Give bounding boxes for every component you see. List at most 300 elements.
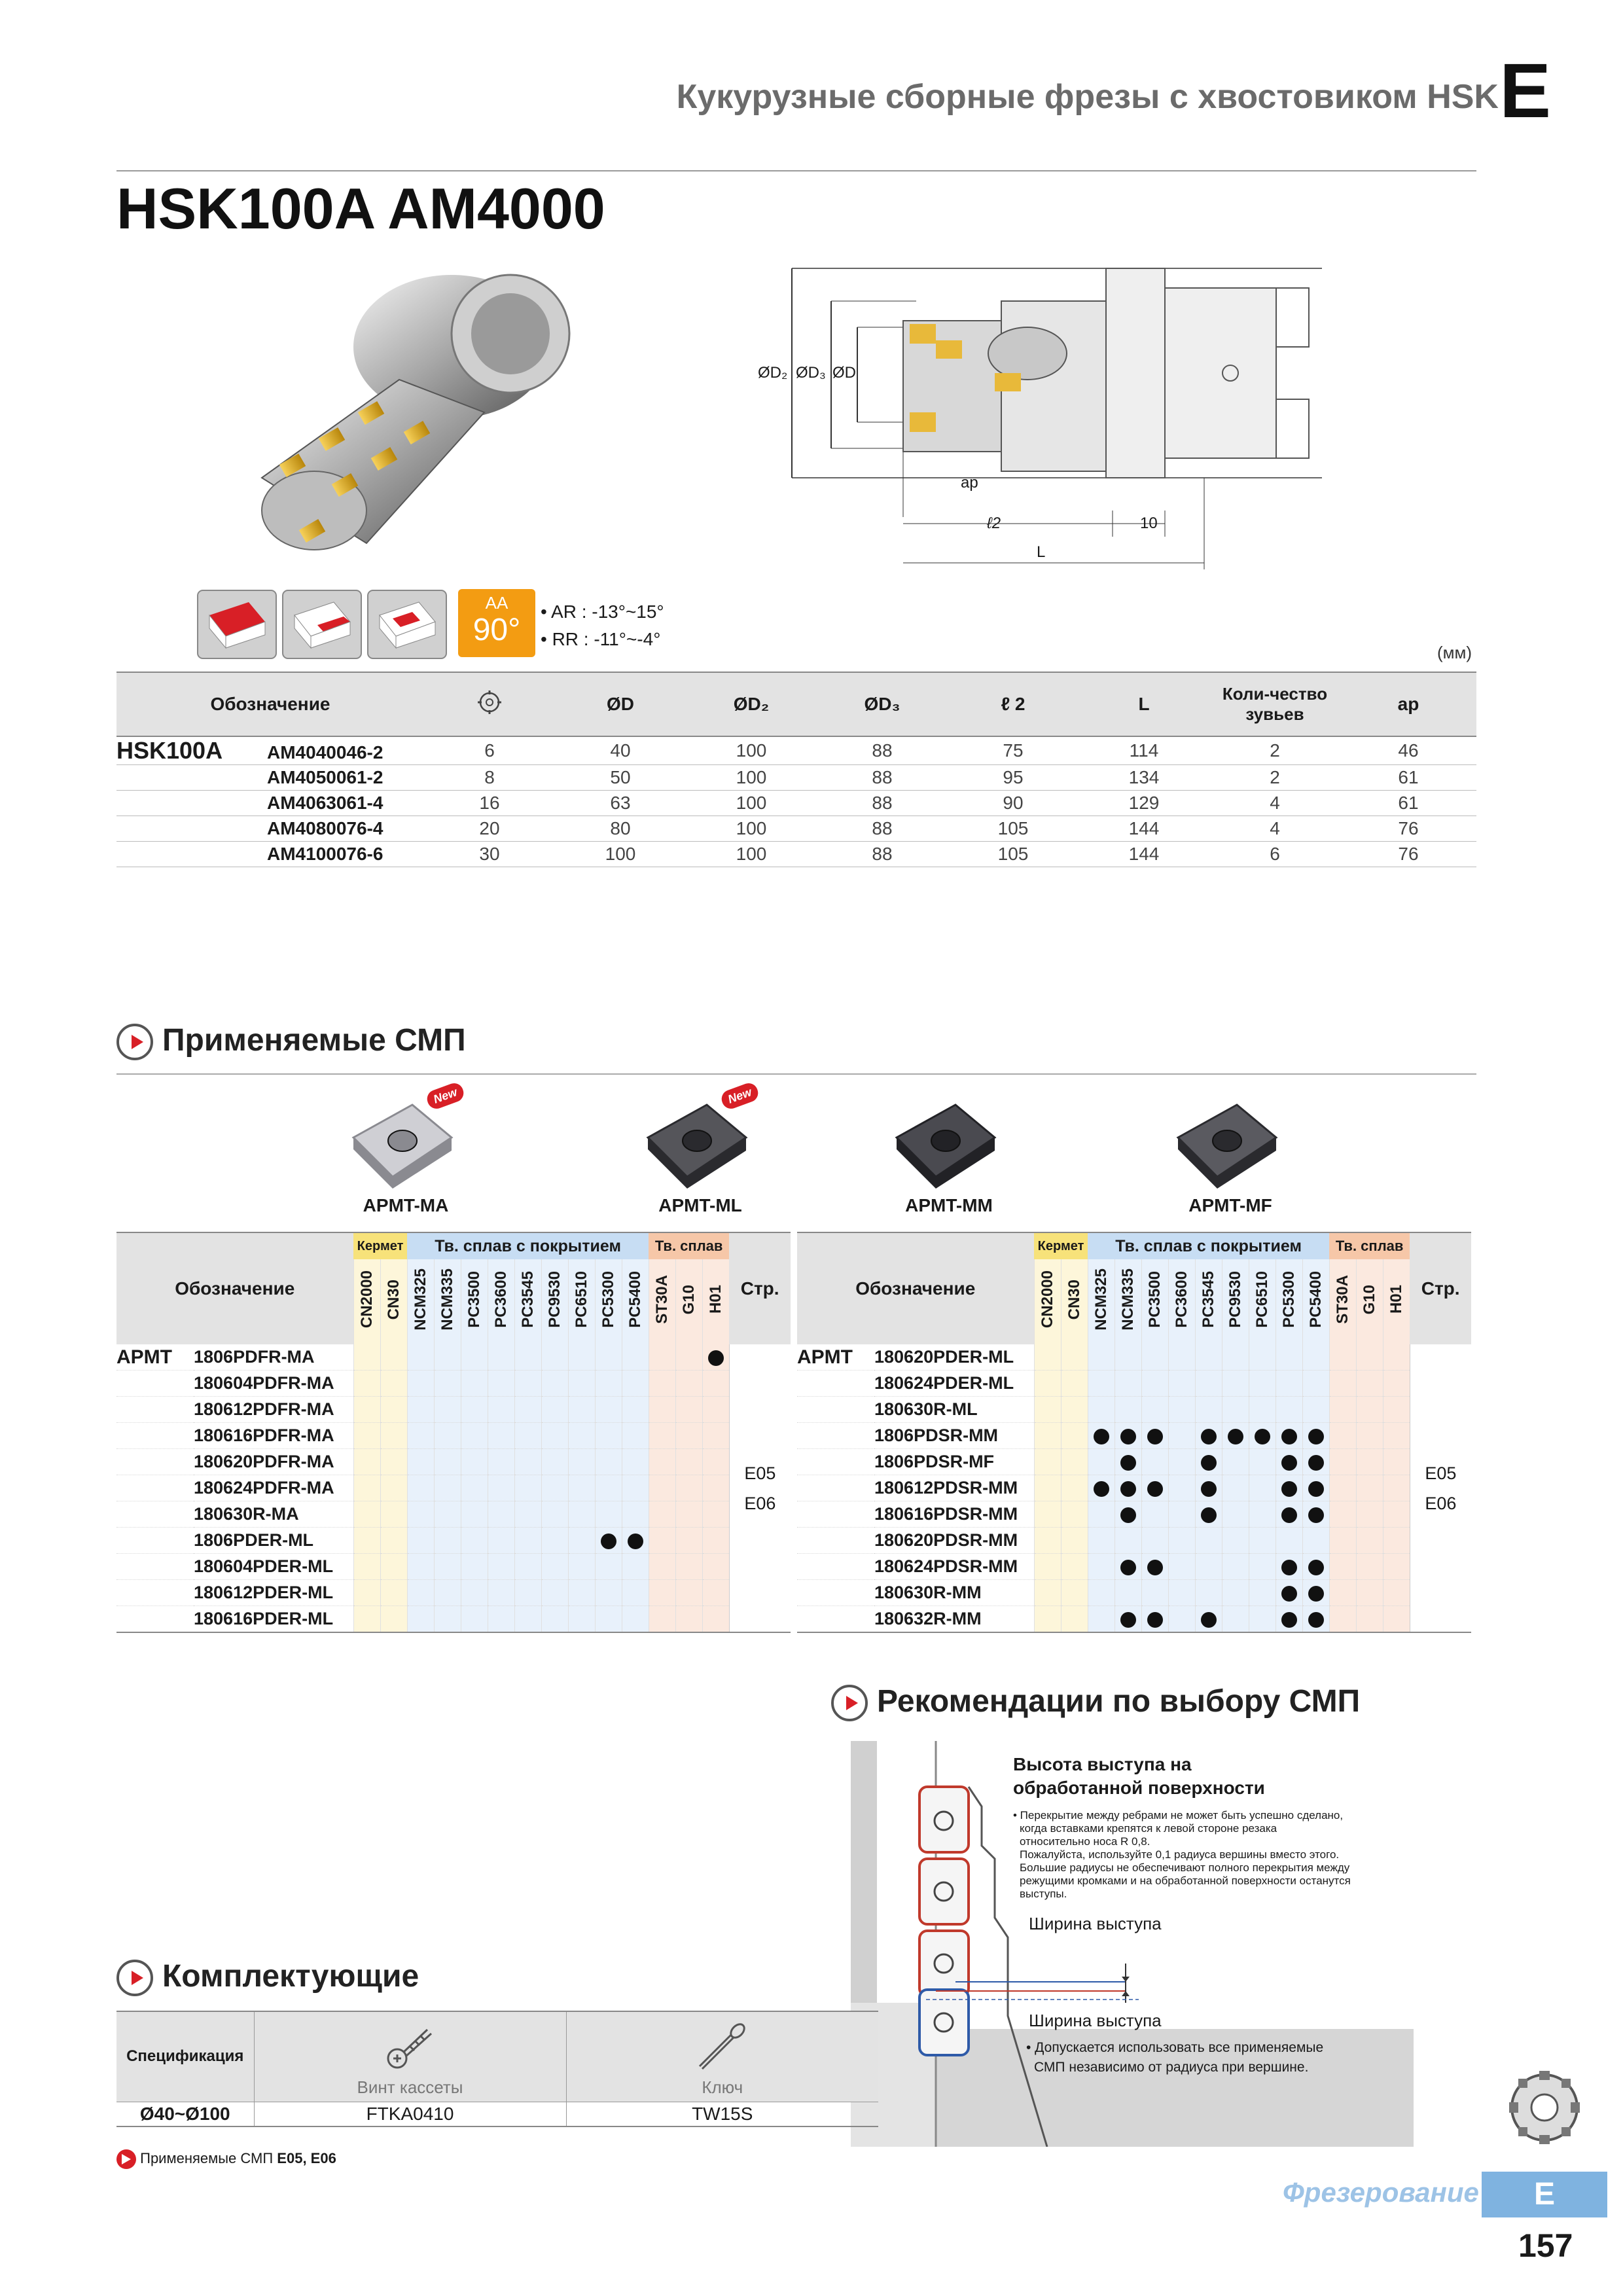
page-number: 157 [1518, 2227, 1573, 2264]
grade-cell [1195, 1501, 1222, 1528]
spec-cell-z: 4 [1209, 816, 1340, 842]
grade-cell [514, 1449, 541, 1475]
grade-cell [488, 1528, 514, 1554]
grade-col-pc3600 [1168, 1259, 1195, 1344]
grade-cell [595, 1606, 622, 1633]
grade-cell [568, 1528, 595, 1554]
inserts-table-left [116, 1232, 791, 1633]
grade-cell [1195, 1344, 1222, 1371]
grade-cell [1222, 1344, 1249, 1371]
grade-cell [1115, 1501, 1141, 1528]
grade-cell [1383, 1606, 1410, 1633]
grade-name: PC6510 [572, 1271, 590, 1328]
grade-cell [622, 1475, 649, 1501]
availability-dot [1120, 1507, 1136, 1523]
grade-cell [1356, 1554, 1383, 1580]
grade-cell [1061, 1580, 1088, 1606]
spec-cell-z: 2 [1209, 736, 1340, 765]
grade-cell [353, 1423, 380, 1449]
label-d3: ØD₃ [796, 364, 826, 382]
grade-cell [1356, 1528, 1383, 1554]
spec-cell-L: 144 [1079, 842, 1209, 867]
grade-name: PC5400 [626, 1271, 644, 1328]
grade-cell [1329, 1475, 1356, 1501]
grade-family-cell [797, 1501, 874, 1528]
grade-cell [1383, 1528, 1410, 1554]
grade-family-cell [797, 1554, 874, 1580]
grade-cell [1249, 1580, 1275, 1606]
spec-row [116, 765, 1476, 791]
grade-cell [353, 1554, 380, 1580]
grade-cell [488, 1371, 514, 1397]
grade-cell [488, 1475, 514, 1501]
spec-cell-ap: 61 [1340, 765, 1476, 791]
grade-col-pc5400 [622, 1259, 649, 1344]
grade-col-pc5300 [1275, 1259, 1302, 1344]
grade-cell [1115, 1475, 1141, 1501]
grade-cell [461, 1528, 488, 1554]
grade-code: 1806PDSR-MM [874, 1423, 1034, 1449]
spec-cell-d2: 100 [686, 765, 817, 791]
grade-cell [1061, 1528, 1088, 1554]
grade-code: 180632R-MM [874, 1606, 1034, 1633]
grade-cell [353, 1475, 380, 1501]
grade-cell [1088, 1475, 1115, 1501]
grade-cell [407, 1475, 434, 1501]
recommend-note-1-line-5: Большие радиусы не обеспечивают полного перекрытия между [1020, 1861, 1350, 1874]
grade-family: APMT [116, 1346, 172, 1368]
grade-cell [568, 1606, 595, 1633]
grade-family: APMT [797, 1346, 853, 1368]
grade-cell [649, 1371, 675, 1397]
availability-dot [601, 1534, 616, 1549]
grade-cell [488, 1606, 514, 1633]
grade-cell [595, 1449, 622, 1475]
grade-cell [1302, 1371, 1329, 1397]
grade-cell [434, 1606, 461, 1633]
grade-cell [649, 1606, 675, 1633]
grade-cell [1222, 1371, 1249, 1397]
grade-col-g10 [1356, 1259, 1383, 1344]
spec-row [116, 842, 1476, 867]
grade-cell [1034, 1397, 1061, 1423]
label-ap: ap [961, 474, 978, 492]
accessories-data-row [116, 2102, 878, 2126]
grade-family-cell [797, 1397, 874, 1423]
label-d: ØD [832, 364, 856, 382]
grade-cell [541, 1528, 568, 1554]
grade-cell [1249, 1528, 1275, 1554]
grade-cell [1195, 1371, 1222, 1397]
accessories-spec-header: Спецификация [116, 2011, 254, 2102]
grade-cell [1222, 1606, 1249, 1633]
footer-section-label: Фрезерование [1283, 2177, 1479, 2208]
insert-label: APMT-MM [905, 1195, 993, 1215]
grade-cell [1275, 1580, 1302, 1606]
grade-row [797, 1449, 1471, 1475]
grade-code: 1806PDSR-MF [874, 1449, 1034, 1475]
grade-cell [1275, 1554, 1302, 1580]
grade-name: PC3545 [518, 1271, 537, 1328]
grade-cell [1356, 1606, 1383, 1633]
grade-family-cell [797, 1371, 874, 1397]
spec-cell-l2: 105 [948, 816, 1079, 842]
grade-name: PC3600 [1172, 1271, 1190, 1328]
grade-row [797, 1528, 1471, 1554]
grade-col-st30a [1329, 1259, 1356, 1344]
grade-row [116, 1371, 791, 1397]
grade-name: NCM325 [1092, 1268, 1110, 1331]
spec-row [116, 816, 1476, 842]
grade-cell [1141, 1528, 1168, 1554]
grade-cell [1356, 1371, 1383, 1397]
grade-cell [407, 1501, 434, 1528]
grade-cell [1061, 1423, 1088, 1449]
accessories-header-row [116, 2011, 878, 2102]
grade-col-pc3545 [1195, 1259, 1222, 1344]
grade-cell [1088, 1449, 1115, 1475]
group-coated: Тв. сплав с покрытием [1088, 1232, 1329, 1259]
grade-cell [675, 1580, 702, 1606]
grade-cell [622, 1606, 649, 1633]
grade-cell [514, 1606, 541, 1633]
spec-col-d3: ØD₃ [817, 672, 948, 736]
grade-page-header: Стр. [729, 1232, 791, 1344]
grade-cell [1383, 1580, 1410, 1606]
grade-cell [1222, 1397, 1249, 1423]
grade-cell [1275, 1423, 1302, 1449]
accessories-note-pages: E05, E06 [277, 2149, 336, 2166]
availability-dot [1120, 1429, 1136, 1444]
grade-cell [1034, 1449, 1061, 1475]
grade-cell [1141, 1554, 1168, 1580]
recommend-note-1-line-4: Пожалуйста, используйте 0,1 радиуса вершины вместо этого. [1020, 1848, 1340, 1861]
grade-cell [622, 1449, 649, 1475]
grade-row [797, 1344, 1471, 1371]
grade-family-cell [116, 1397, 194, 1423]
grade-cell [1249, 1423, 1275, 1449]
grade-cell [1383, 1423, 1410, 1449]
grade-cell [461, 1554, 488, 1580]
spec-cell-ap: 61 [1340, 791, 1476, 816]
grade-cell [649, 1475, 675, 1501]
grade-cell [568, 1449, 595, 1475]
grade-name: PC3600 [491, 1271, 510, 1328]
spec-col-l2: ℓ 2 [948, 672, 1079, 736]
grade-code: 180616PDFR-MA [194, 1423, 353, 1449]
grade-cell [380, 1449, 407, 1475]
spec-header-row [116, 672, 1476, 736]
grade-cell [568, 1580, 595, 1606]
spec-cell-d2: 100 [686, 816, 817, 842]
grade-cell [1249, 1449, 1275, 1475]
grade-cell [1249, 1501, 1275, 1528]
grade-cell [1329, 1449, 1356, 1475]
grade-cell [1356, 1397, 1383, 1423]
grade-row [116, 1344, 791, 1371]
grade-name: PC9530 [545, 1271, 563, 1328]
grade-name: CN2000 [1038, 1270, 1056, 1329]
grade-cell [1168, 1528, 1195, 1554]
grade-cell [1249, 1475, 1275, 1501]
grade-cell [1034, 1344, 1061, 1371]
grade-cell [702, 1397, 729, 1423]
grade-col-st30a [649, 1259, 675, 1344]
grade-cell [407, 1344, 434, 1371]
grade-cell [1383, 1475, 1410, 1501]
grade-cell [675, 1423, 702, 1449]
grade-cell [1329, 1528, 1356, 1554]
grade-cell [568, 1475, 595, 1501]
grade-cell [434, 1449, 461, 1475]
recommend-section-title-text: Рекомендации по выбору СМП [877, 1684, 1361, 1719]
grade-cell [675, 1528, 702, 1554]
grade-cell [1061, 1449, 1088, 1475]
grade-cell [1034, 1580, 1061, 1606]
product-title: HSK100A AM4000 [116, 176, 605, 241]
insert-label: APMT-MF [1188, 1195, 1272, 1215]
grade-cell [622, 1528, 649, 1554]
spec-cell-icon: 6 [424, 736, 555, 765]
grade-table [116, 1232, 791, 1633]
grade-code: 180624PDFR-MA [194, 1475, 353, 1501]
grade-code: 180630R-MA [194, 1501, 353, 1528]
grade-cell [595, 1528, 622, 1554]
grade-cell [434, 1475, 461, 1501]
new-badge: New [719, 1081, 760, 1111]
grade-cell [1061, 1371, 1088, 1397]
grade-cell [541, 1344, 568, 1371]
grade-cell [1141, 1449, 1168, 1475]
grade-cell [1275, 1528, 1302, 1554]
grade-cell [1034, 1423, 1061, 1449]
grade-cell [541, 1554, 568, 1580]
grade-cell [1168, 1554, 1195, 1580]
grade-cell [514, 1528, 541, 1554]
grade-cell [434, 1501, 461, 1528]
inserts-section-title [116, 1022, 466, 1060]
section-arrow-icon [116, 1960, 153, 1996]
milling-cutter-icon [1505, 2062, 1584, 2153]
spec-series: HSK100A [116, 737, 223, 764]
spec-table [116, 672, 1476, 867]
grade-code: 1806PDER-ML [194, 1528, 353, 1554]
grade-cell [407, 1397, 434, 1423]
insert-image-apmt-ma [340, 1092, 471, 1196]
grade-cell [1061, 1501, 1088, 1528]
grade-row [116, 1397, 791, 1423]
grade-cell [434, 1423, 461, 1449]
grade-cell [649, 1580, 675, 1606]
grade-cell [1329, 1423, 1356, 1449]
availability-dot [1094, 1429, 1109, 1444]
spec-col-designation: Обозначение [116, 672, 424, 736]
group-cermet: Кермет [353, 1232, 407, 1259]
accessories-col-key [566, 2011, 878, 2102]
grade-row [116, 1606, 791, 1633]
grade-cell [488, 1397, 514, 1423]
spec-cell-ap: 76 [1340, 842, 1476, 867]
grade-cell [380, 1344, 407, 1371]
grade-cell [353, 1501, 380, 1528]
grade-cell [434, 1371, 461, 1397]
grade-name: NCM335 [438, 1268, 456, 1331]
grade-name: ST30A [1333, 1275, 1351, 1324]
grade-family-cell [797, 1580, 874, 1606]
grade-cell [675, 1344, 702, 1371]
grade-cell [434, 1344, 461, 1371]
grade-name: NCM325 [411, 1268, 429, 1331]
grade-cell [1383, 1397, 1410, 1423]
grade-cell [1302, 1449, 1329, 1475]
grade-cell [1088, 1371, 1115, 1397]
grade-cell [434, 1580, 461, 1606]
grade-cell [622, 1397, 649, 1423]
technical-drawing [746, 262, 1322, 583]
grade-family-cell [797, 1449, 874, 1475]
grade-cell [514, 1423, 541, 1449]
grade-cell [541, 1501, 568, 1528]
footer-letter-tab: E [1482, 2172, 1607, 2217]
unit-label: (мм) [1437, 643, 1472, 662]
grade-cell [1222, 1501, 1249, 1528]
grade-cell [1302, 1423, 1329, 1449]
grade-cell [1088, 1397, 1115, 1423]
grade-cell [649, 1449, 675, 1475]
grade-cell [407, 1554, 434, 1580]
availability-dot [1281, 1612, 1297, 1628]
grade-cell [514, 1397, 541, 1423]
application-icons [196, 589, 458, 661]
grade-cell [568, 1554, 595, 1580]
page-ref-e05: E05 [744, 1463, 776, 1483]
spec-cell-L: 114 [1079, 736, 1209, 765]
grade-cell [1115, 1423, 1141, 1449]
spec-cell-l2: 75 [948, 736, 1079, 765]
grade-cell [380, 1501, 407, 1528]
grade-col-pc5400 [1302, 1259, 1329, 1344]
availability-dot [1201, 1429, 1217, 1444]
spec-code: AM4100076-6 [267, 844, 383, 864]
grade-code: 180616PDER-ML [194, 1606, 353, 1633]
grade-table [797, 1232, 1471, 1633]
grade-cell [1195, 1475, 1222, 1501]
availability-dot [1281, 1455, 1297, 1471]
grade-cell [1329, 1580, 1356, 1606]
grade-cell [622, 1501, 649, 1528]
grade-cell [353, 1397, 380, 1423]
grade-cell [541, 1371, 568, 1397]
spec-cell-icon: 30 [424, 842, 555, 867]
spec-cell-d: 100 [555, 842, 686, 867]
grade-cell [1088, 1528, 1115, 1554]
recommend-note-1-line-1: • Перекрытие между ребрами не может быть успешно сделано, [1013, 1809, 1344, 1821]
accessories-note [116, 2149, 336, 2169]
recommend-note-1-line-7: выступы. [1020, 1888, 1067, 1900]
grade-cell [622, 1371, 649, 1397]
grade-cell [380, 1554, 407, 1580]
grade-cell [353, 1371, 380, 1397]
grade-cell [541, 1423, 568, 1449]
grade-cell [702, 1580, 729, 1606]
grade-cell [595, 1554, 622, 1580]
grade-col-h01 [1383, 1259, 1410, 1344]
grade-cell [1329, 1344, 1356, 1371]
grade-col-pc3600 [488, 1259, 514, 1344]
grade-cell [1302, 1344, 1329, 1371]
angle-note-rr: • RR : -11°~-4° [541, 629, 661, 649]
availability-dot [1308, 1455, 1324, 1471]
grade-cell [1222, 1554, 1249, 1580]
accessories-screw-label: Винт кассеты [357, 2077, 463, 2097]
grade-cell [1115, 1371, 1141, 1397]
grade-name: G10 [1360, 1284, 1378, 1315]
grade-name: CN2000 [357, 1270, 376, 1329]
grade-cell [488, 1423, 514, 1449]
grade-cell [1356, 1475, 1383, 1501]
spec-cell-d: 40 [555, 736, 686, 765]
grade-col-pc3545 [514, 1259, 541, 1344]
grade-cell [1329, 1606, 1356, 1633]
grade-col-h01 [702, 1259, 729, 1344]
insert-image-apmt-mm [883, 1092, 1014, 1196]
grade-pages [729, 1344, 791, 1632]
spec-cell-d3: 88 [817, 765, 948, 791]
inserts-section-title-text: Применяемые СМП [162, 1023, 466, 1058]
grade-row [797, 1397, 1471, 1423]
availability-dot [1281, 1481, 1297, 1497]
grade-cell [568, 1501, 595, 1528]
grade-cell [702, 1449, 729, 1475]
grade-cell [1141, 1371, 1168, 1397]
accessories-section-title-text: Комплектующие [162, 1959, 419, 1994]
grade-cell [595, 1344, 622, 1371]
grade-family-cell [116, 1580, 194, 1606]
grade-cell [1329, 1501, 1356, 1528]
grade-cell [1329, 1397, 1356, 1423]
spec-cell-l2: 95 [948, 765, 1079, 791]
grade-name: H01 [706, 1285, 724, 1314]
spec-cell-L: 134 [1079, 765, 1209, 791]
grade-cell [1275, 1397, 1302, 1423]
spec-cell-d: 63 [555, 791, 686, 816]
grade-cell [595, 1397, 622, 1423]
grade-cell [407, 1423, 434, 1449]
grade-cell [434, 1554, 461, 1580]
grade-code: 180620PDSR-MM [874, 1528, 1034, 1554]
grade-cell [407, 1449, 434, 1475]
angle-badge-top: AA [485, 593, 508, 613]
grade-row [116, 1580, 791, 1606]
grade-cell [1195, 1423, 1222, 1449]
grade-cell [353, 1344, 380, 1371]
spec-code-cell [116, 816, 424, 842]
spec-col-L: L [1079, 672, 1209, 736]
availability-dot [1308, 1612, 1324, 1628]
spec-row [116, 736, 1476, 765]
grade-family-cell [116, 1344, 194, 1371]
recommend-note-2-line-2: СМП независимо от радиуса при вершине. [1034, 2060, 1309, 2075]
grade-cell [702, 1528, 729, 1554]
grade-cell [514, 1475, 541, 1501]
grade-cell [1141, 1423, 1168, 1449]
grade-name: G10 [679, 1284, 698, 1315]
screw-icon [384, 2020, 437, 2073]
group-carbide: Тв. сплав [649, 1232, 729, 1259]
grade-cell [488, 1344, 514, 1371]
grade-cell [380, 1606, 407, 1633]
grade-cell [1383, 1344, 1410, 1371]
